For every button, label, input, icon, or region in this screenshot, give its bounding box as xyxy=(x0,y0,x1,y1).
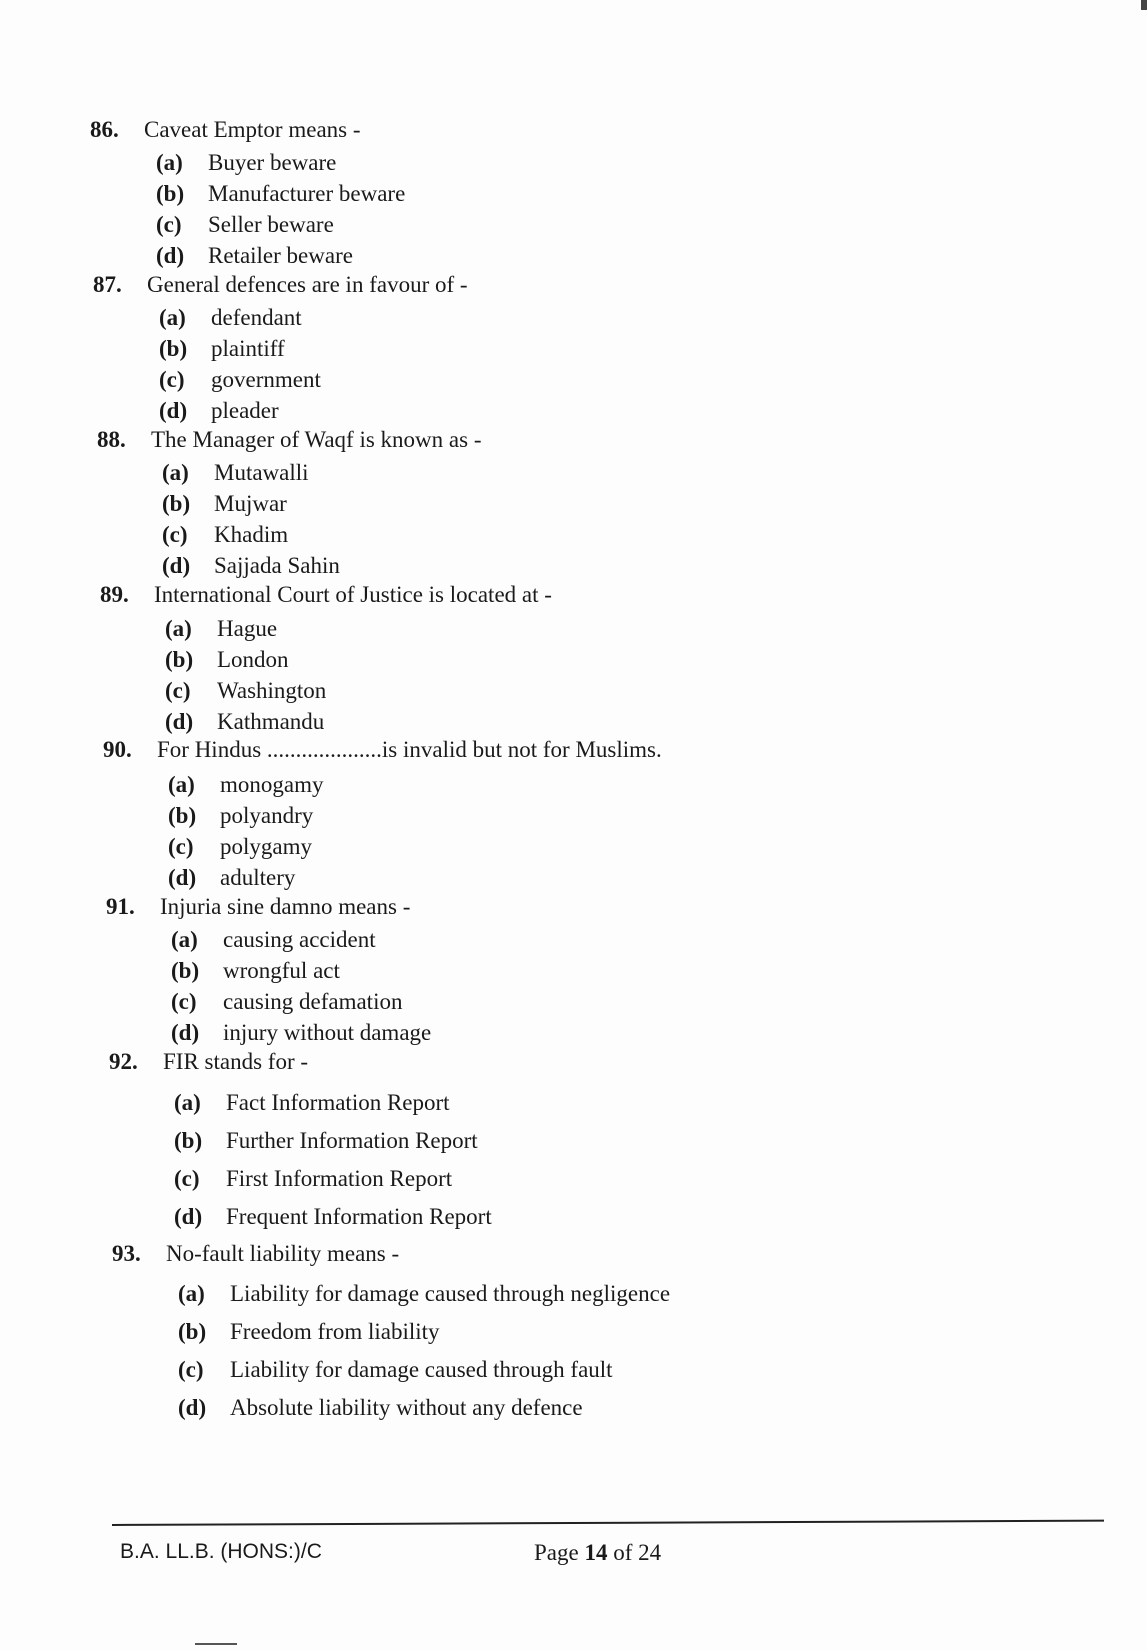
option-87-a xyxy=(159,305,302,331)
page-total: 24 xyxy=(638,1540,662,1565)
option-text: Manufacturer beware xyxy=(208,181,406,206)
question-text: No-fault liability means - xyxy=(166,1241,400,1266)
question-number: 93. xyxy=(112,1241,141,1266)
course-code: B.A. LL.B. (HONS:)/C xyxy=(120,1540,322,1563)
option-text: adultery xyxy=(220,865,296,890)
option-letter: (b) xyxy=(168,803,197,828)
question-91 xyxy=(106,895,410,918)
option-86-c xyxy=(156,212,334,238)
option-87-c xyxy=(159,367,321,393)
option-93-c xyxy=(178,1357,613,1383)
option-91-d xyxy=(171,1020,431,1046)
option-letter: (a) xyxy=(162,460,189,485)
option-text: Khadim xyxy=(214,522,289,547)
option-86-d xyxy=(156,243,353,269)
corner-mark xyxy=(1141,0,1147,10)
option-text: monogamy xyxy=(220,772,324,797)
option-text: causing accident xyxy=(223,927,376,952)
option-text: London xyxy=(217,647,289,672)
question-90 xyxy=(103,738,662,761)
question-text: For Hindus ....................is invalid but not for Muslims. xyxy=(157,737,662,762)
option-letter: (d) xyxy=(159,398,188,423)
option-92-a xyxy=(174,1090,450,1116)
option-text: Further Information Report xyxy=(226,1128,478,1153)
option-89-d xyxy=(165,709,324,735)
option-letter: (b) xyxy=(159,336,188,361)
option-text: causing defamation xyxy=(223,989,403,1014)
page-prefix: Page xyxy=(534,1540,579,1565)
question-number: 86. xyxy=(90,117,119,142)
option-letter: (d) xyxy=(162,553,191,578)
option-letter: (c) xyxy=(156,212,182,237)
option-text: Liability for damage caused through negligence xyxy=(230,1281,671,1306)
option-letter: (b) xyxy=(165,647,194,672)
question-92 xyxy=(109,1050,308,1073)
option-text: Washington xyxy=(217,678,327,703)
question-text: Caveat Emptor means - xyxy=(144,117,361,142)
option-text: plaintiff xyxy=(211,336,285,361)
footer-divider xyxy=(112,1520,1104,1526)
option-88-b xyxy=(162,491,287,517)
option-90-d xyxy=(168,865,295,891)
option-87-d xyxy=(159,398,279,424)
option-letter: (a) xyxy=(171,927,198,952)
option-text: Liability for damage caused through fault xyxy=(230,1357,613,1382)
option-92-d xyxy=(174,1204,492,1230)
option-text: injury without damage xyxy=(223,1020,432,1045)
option-86-a xyxy=(156,150,336,176)
option-86-b xyxy=(156,181,405,207)
option-letter: (c) xyxy=(168,834,194,859)
option-letter: (c) xyxy=(178,1357,204,1382)
option-letter: (b) xyxy=(178,1319,207,1344)
question-number: 88. xyxy=(97,427,126,452)
option-letter: (a) xyxy=(159,305,186,330)
option-text: defendant xyxy=(211,305,302,330)
option-text: Mutawalli xyxy=(214,460,309,485)
option-letter: (b) xyxy=(171,958,200,983)
option-89-b xyxy=(165,647,289,673)
option-text: Absolute liability without any defence xyxy=(230,1395,583,1420)
option-93-d xyxy=(178,1395,583,1421)
option-letter: (c) xyxy=(159,367,185,392)
option-88-d xyxy=(162,553,340,579)
option-text: Fact Information Report xyxy=(226,1090,450,1115)
option-letter: (d) xyxy=(168,865,197,890)
option-91-a xyxy=(171,927,376,953)
question-text: International Court of Justice is located at - xyxy=(154,582,552,607)
option-93-b xyxy=(178,1319,440,1345)
option-letter: (b) xyxy=(174,1128,203,1153)
option-89-a xyxy=(165,616,277,642)
question-87 xyxy=(93,273,468,296)
option-letter: (d) xyxy=(174,1204,203,1229)
question-number: 92. xyxy=(109,1049,138,1074)
option-text: pleader xyxy=(211,398,279,423)
option-text: polygamy xyxy=(220,834,312,859)
option-letter: (a) xyxy=(178,1281,205,1306)
option-91-b xyxy=(171,958,340,984)
question-number: 90. xyxy=(103,737,132,762)
option-letter: (a) xyxy=(174,1090,201,1115)
option-text: Freedom from liability xyxy=(230,1319,440,1344)
option-88-a xyxy=(162,460,309,486)
option-letter: (d) xyxy=(156,243,185,268)
option-letter: (d) xyxy=(171,1020,200,1045)
page-number: 14 xyxy=(584,1540,608,1565)
option-89-c xyxy=(165,678,326,704)
option-text: Kathmandu xyxy=(217,709,325,734)
question-text: Injuria sine damno means - xyxy=(160,894,411,919)
option-text: First Information Report xyxy=(226,1166,453,1191)
option-letter: (b) xyxy=(156,181,185,206)
option-87-b xyxy=(159,336,285,362)
option-text: Sajjada Sahin xyxy=(214,553,340,578)
scan-mark xyxy=(195,1643,237,1645)
question-88 xyxy=(97,428,482,451)
option-letter: (a) xyxy=(168,772,195,797)
option-letter: (a) xyxy=(156,150,183,175)
option-88-c xyxy=(162,522,288,548)
option-93-a xyxy=(178,1281,670,1307)
option-letter: (c) xyxy=(174,1166,200,1191)
option-letter: (d) xyxy=(165,709,194,734)
question-89 xyxy=(100,583,552,606)
page-indicator xyxy=(534,1540,661,1566)
option-text: government xyxy=(211,367,321,392)
option-90-a xyxy=(168,772,324,798)
option-letter: (a) xyxy=(165,616,192,641)
question-text: The Manager of Waqf is known as - xyxy=(151,427,482,452)
question-number: 91. xyxy=(106,894,135,919)
question-93 xyxy=(112,1242,399,1265)
option-text: Buyer beware xyxy=(208,150,337,175)
page-of: of xyxy=(613,1540,633,1565)
question-number: 89. xyxy=(100,582,129,607)
question-text: FIR stands for - xyxy=(163,1049,309,1074)
option-text: Seller beware xyxy=(208,212,334,237)
option-letter: (c) xyxy=(171,989,197,1014)
option-92-c xyxy=(174,1166,452,1192)
question-number: 87. xyxy=(93,272,122,297)
option-text: polyandry xyxy=(220,803,314,828)
option-text: Mujwar xyxy=(214,491,287,516)
option-text: Frequent Information Report xyxy=(226,1204,492,1229)
option-92-b xyxy=(174,1128,478,1154)
option-text: Retailer beware xyxy=(208,243,353,268)
option-91-c xyxy=(171,989,402,1015)
question-text: General defences are in favour of - xyxy=(147,272,468,297)
option-text: Hague xyxy=(217,616,278,641)
option-letter: (c) xyxy=(165,678,191,703)
option-letter: (b) xyxy=(162,491,191,516)
question-86 xyxy=(90,118,361,141)
option-letter: (d) xyxy=(178,1395,207,1420)
option-90-c xyxy=(168,834,312,860)
option-text: wrongful act xyxy=(223,958,340,983)
option-90-b xyxy=(168,803,313,829)
option-letter: (c) xyxy=(162,522,188,547)
